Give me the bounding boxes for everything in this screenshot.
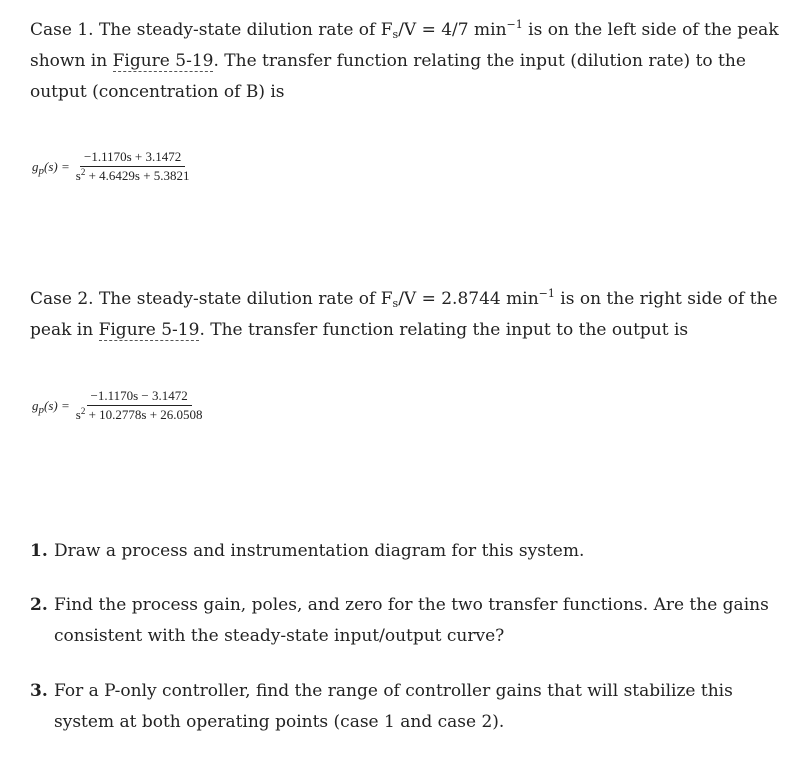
figure-link-case1[interactable]: Figure 5-19 (112, 51, 214, 71)
denominator: $s^2 + 10.2778s + 26.0508$ (75, 406, 203, 422)
question-item (30, 676, 782, 738)
fraction (72, 388, 207, 423)
question-text: Find the process gain, poles, and zero for the two transfer functions. Are the gains consistent with the steady-state input/output curve? (54, 595, 769, 646)
formula-lhs: $g_p(s)$ = (32, 158, 70, 177)
figure-link-case2[interactable]: Figure 5-19 (98, 320, 200, 340)
numerator: −1.1170s + 3.1472 (80, 149, 185, 167)
question-text: Draw a process and instrumentation diagram for this system. (54, 541, 585, 561)
case2-label: Case 2 (30, 289, 89, 309)
case1-label: Case 1 (30, 20, 89, 40)
fraction (72, 149, 194, 184)
question-item (30, 590, 782, 652)
question-text: For a P-only controller, find the range of controller gains that will stabilize this system at both operating points (case 1 and case 2). (54, 681, 733, 732)
case1-paragraph: Case 1. The steady-state dilution rate of $F_s/V = 4/7$ $\min^{-1}$ is on the left side of the peak shown in Figure 5-19. The transfer function relating the input (dilution rate) to the output (concentration of B) is (30, 18, 779, 102)
transfer-function-case2 (32, 388, 207, 423)
denominator: $s^2 + 4.6429s + 5.3821$ (75, 167, 190, 183)
question-number: 1. (30, 541, 48, 561)
question-number: 3. (30, 681, 48, 701)
transfer-function-case1 (32, 149, 194, 184)
formula-lhs: $g_p(s)$ = (32, 397, 70, 416)
numerator: −1.1170s − 3.1472 (87, 388, 192, 406)
question-item (30, 536, 782, 567)
question-number: 2. (30, 595, 48, 615)
case2-paragraph: Case 2. The steady-state dilution rate of $F_s/V = 2.8744$ $\min^{-1}$ is on the right side of the peak in Figure 5-19. The transfer function relating the input to the output is (30, 287, 778, 340)
